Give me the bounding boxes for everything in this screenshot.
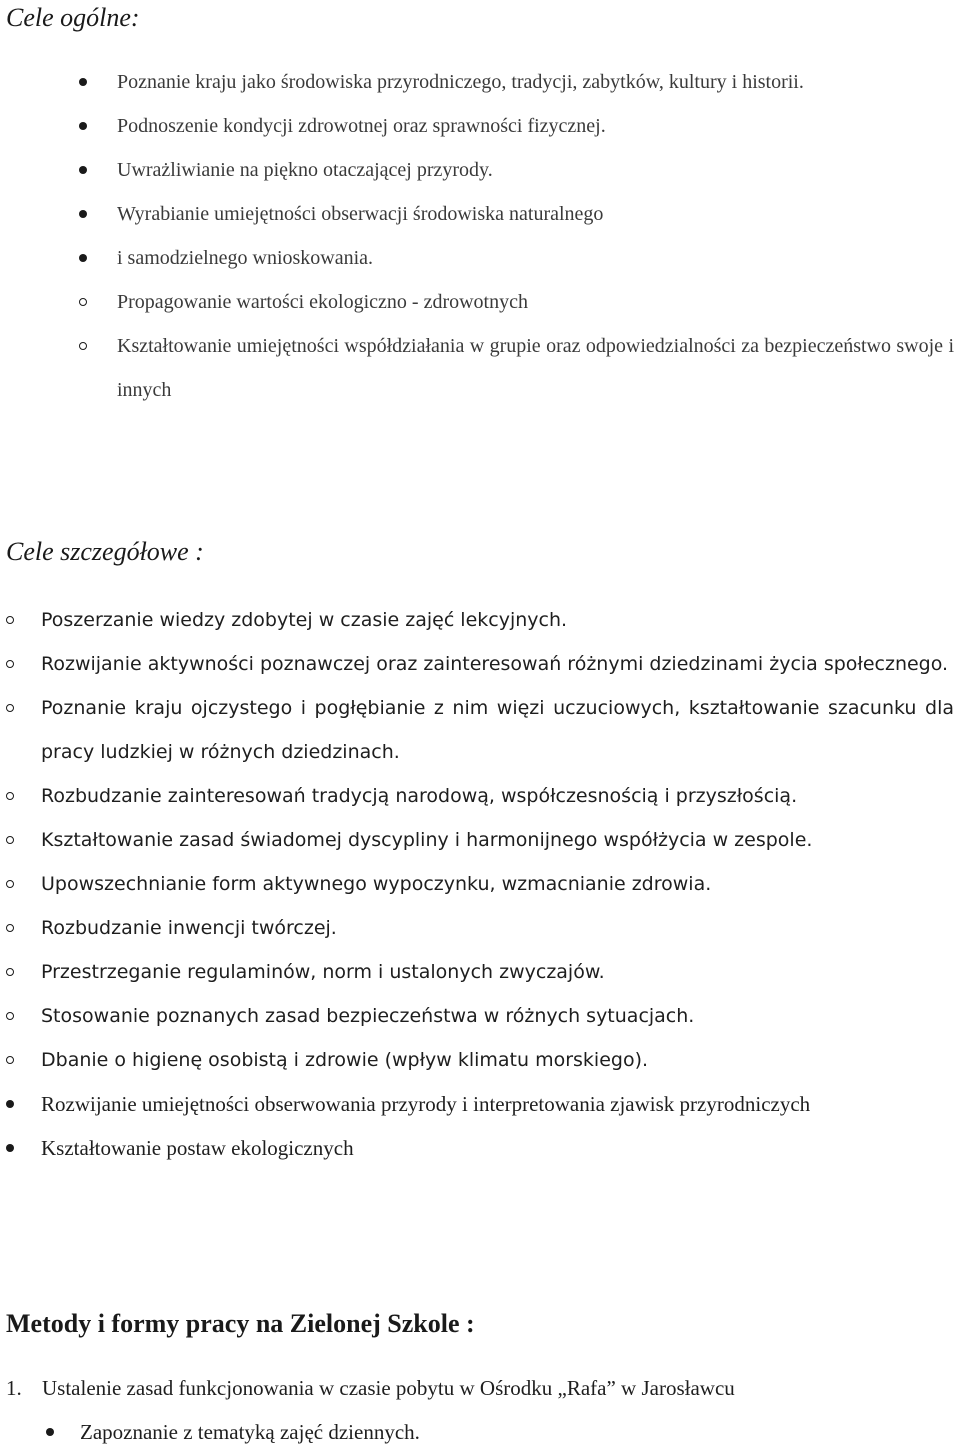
section-title-methods: Metody i formy pracy na Zielonej Szkole : — [6, 1309, 475, 1338]
bullet-icon — [79, 342, 87, 350]
methods-list — [0, 1366, 960, 1454]
list-item: Kształtowanie postaw ekologicznych — [0, 1126, 960, 1170]
list-item: Rozbudzanie zainteresowań tradycją narodową, współczesnością i przyszłością. — [0, 774, 960, 818]
bullet-icon — [6, 1144, 14, 1152]
section-title-general: Cele ogólne: — [6, 3, 140, 32]
bullet-icon — [6, 1100, 14, 1108]
list-item: Dbanie o higienę osobistą i zdrowie (wpływ klimatu morskiego). — [0, 1038, 960, 1082]
detailed-goals-list — [0, 598, 960, 1170]
general-goals-list — [0, 60, 960, 412]
list-item: Uwrażliwianie na piękno otaczającej przyrody. — [0, 148, 960, 192]
list-item: Upowszechnianie form aktywnego wypoczynku, wzmacnianie zdrowia. — [0, 862, 960, 906]
numbered-item — [0, 1366, 960, 1454]
list-item: Wyrabianie umiejętności obserwacji środowiska naturalnego — [0, 192, 960, 236]
bullet-icon — [6, 1056, 14, 1064]
bullet-icon — [79, 254, 87, 262]
bullet-icon — [46, 1428, 54, 1436]
list-item: Przestrzeganie regulaminów, norm i ustalonych zwyczajów. — [0, 950, 960, 994]
list-item: Rozbudzanie inwencji twórczej. — [0, 906, 960, 950]
list-item: Stosowanie poznanych zasad bezpieczeństwa w różnych sytuacjach. — [0, 994, 960, 1038]
section-title-detailed: Cele szczegółowe : — [6, 537, 204, 566]
list-item: Poszerzanie wiedzy zdobytej w czasie zajęć lekcyjnych. — [0, 598, 960, 642]
list-item: Rozwijanie umiejętności obserwowania przyrody i interpretowania zjawisk przyrodniczych — [0, 1082, 960, 1126]
list-item: Rozwijanie aktywności poznawczej oraz zainteresowań różnymi dziedzinami życia społecznego. — [0, 642, 960, 686]
sub-list-item: Zapoznanie z tematyką zajęć dziennych. — [42, 1410, 960, 1454]
list-item: Kształtowanie zasad świadomej dyscypliny i harmonijnego współżycia w zespole. — [0, 818, 960, 862]
bullet-icon — [6, 660, 14, 668]
list-item: i samodzielnego wnioskowania. — [0, 236, 960, 280]
bullet-icon — [79, 166, 87, 174]
item-text: Ustalenie zasad funkcjonowania w czasie pobytu w Ośrodku „Rafa” w Jarosławcu — [42, 1376, 735, 1400]
bullet-icon — [79, 210, 87, 218]
bullet-icon — [6, 836, 14, 844]
list-item: Poznanie kraju jako środowiska przyrodniczego, tradycji, zabytków, kultury i historii. — [0, 60, 960, 104]
list-item: Podnoszenie kondycji zdrowotnej oraz sprawności fizycznej. — [0, 104, 960, 148]
bullet-icon — [6, 924, 14, 932]
list-item: Propagowanie wartości ekologiczno - zdrowotnych — [0, 280, 960, 324]
bullet-icon — [6, 616, 14, 624]
bullet-icon — [6, 968, 14, 976]
item-number: 1. — [6, 1376, 22, 1400]
list-item: Kształtowanie umiejętności współdziałania w grupie oraz odpowiedzialności za bezpieczeństwo swoje i innych — [0, 324, 960, 412]
bullet-icon — [79, 298, 87, 306]
bullet-icon — [79, 78, 87, 86]
bullet-icon — [6, 1012, 14, 1020]
bullet-icon — [6, 704, 14, 712]
bullet-icon — [79, 122, 87, 130]
list-item: Poznanie kraju ojczystego i pogłębianie z nim więzi uczuciowych, kształtowanie szacunku dla pracy ludzkiej w różnych dziedzinach. — [0, 686, 960, 774]
bullet-icon — [6, 880, 14, 888]
bullet-icon — [6, 792, 14, 800]
sub-list — [42, 1410, 960, 1454]
